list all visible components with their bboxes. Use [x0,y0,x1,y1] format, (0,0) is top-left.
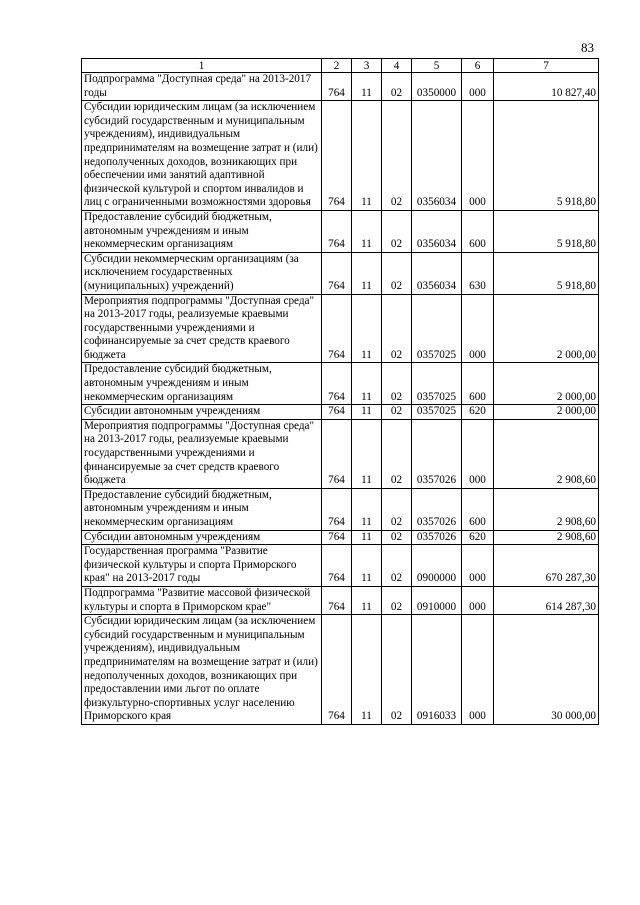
row-col4: 02 [382,545,412,587]
row-col2: 764 [322,101,352,211]
table-row [82,419,599,488]
row-amount: 5 918,80 [494,210,599,252]
row-amount: 2 000,00 [494,405,599,420]
row-col2: 764 [322,545,352,587]
row-col4: 02 [382,101,412,211]
row-col3: 11 [352,615,382,725]
row-col4: 02 [382,405,412,420]
row-col6: 000 [462,294,494,363]
column-header-4: 4 [382,59,412,73]
row-col3: 11 [352,488,382,530]
row-col5: 0357026 [412,488,462,530]
row-col2: 764 [322,419,352,488]
column-header-2: 2 [322,59,352,73]
row-col4: 02 [382,210,412,252]
row-col6: 000 [462,615,494,725]
row-col3: 11 [352,294,382,363]
table-row [82,101,599,211]
row-col2: 764 [322,405,352,420]
row-col3: 11 [352,210,382,252]
row-col6: 000 [462,73,494,101]
table-row [82,530,599,545]
column-header-5: 5 [412,59,462,73]
row-col4: 02 [382,488,412,530]
row-col2: 764 [322,586,352,614]
row-name: Мероприятия подпрограммы "Доступная среда" на 2013-2017 годы, реализуемые краевыми государственными учреждениями и софинансируемые за счет средств краевого бюджета [82,294,322,363]
row-name: Подпрограмма "Доступная среда" на 2013-2017 годы [82,73,322,101]
row-name: Субсидии автономным учреждениям [82,405,322,420]
row-col3: 11 [352,363,382,405]
row-col4: 02 [382,419,412,488]
row-col6: 600 [462,363,494,405]
row-col2: 764 [322,530,352,545]
row-col2: 764 [322,363,352,405]
row-col6: 600 [462,488,494,530]
row-col5: 0356034 [412,101,462,211]
row-col4: 02 [382,252,412,294]
row-col4: 02 [382,363,412,405]
row-col5: 0356034 [412,252,462,294]
table-row [82,586,599,614]
table-row [82,405,599,420]
row-amount: 5 918,80 [494,101,599,211]
row-col3: 11 [352,545,382,587]
table-row [82,615,599,725]
row-amount: 670 287,30 [494,545,599,587]
row-col5: 0357025 [412,405,462,420]
column-header-6: 6 [462,59,494,73]
row-col6: 000 [462,101,494,211]
row-col6: 620 [462,530,494,545]
column-header-3: 3 [352,59,382,73]
row-col3: 11 [352,405,382,420]
page-number: 83 [581,40,594,55]
row-col2: 764 [322,73,352,101]
row-amount: 614 287,30 [494,586,599,614]
row-amount: 10 827,40 [494,73,599,101]
row-amount: 2 000,00 [494,294,599,363]
row-col5: 0916033 [412,615,462,725]
row-col3: 11 [352,73,382,101]
row-amount: 5 918,80 [494,252,599,294]
row-col6: 000 [462,419,494,488]
column-header-1: 1 [82,59,322,73]
row-amount: 30 000,00 [494,615,599,725]
row-amount: 2 000,00 [494,363,599,405]
row-name: Мероприятия подпрограммы "Доступная среда" на 2013-2017 годы, реализуемые краевыми государственными учреждениями и финансируемые за счет средств краевого бюджета [82,419,322,488]
row-name: Предоставление субсидий бюджетным, автономным учреждениям и иным некоммерческим организациям [82,210,322,252]
row-col5: 0357026 [412,530,462,545]
table-row [82,252,599,294]
row-col2: 764 [322,252,352,294]
row-name: Субсидии юридическим лицам (за исключением субсидий государственным и муниципальным учреждениям), индивидуальным предпринимателям на возмещение затрат и (или) недополученных доходов, возникающих при обеспечении ими занятий адаптивной физической культурой и спортом инвалидов и лиц с ограниченными возможностями здоровья [82,101,322,211]
table-body [82,73,599,725]
table-row [82,488,599,530]
header-row [82,59,599,73]
row-col5: 0900000 [412,545,462,587]
row-name: Субсидии автономным учреждениям [82,530,322,545]
table-header [82,59,599,73]
row-col6: 630 [462,252,494,294]
row-col4: 02 [382,73,412,101]
row-name: Предоставление субсидий бюджетным, автономным учреждениям и иным некоммерческим организациям [82,488,322,530]
table-row [82,545,599,587]
row-col6: 000 [462,545,494,587]
row-col2: 764 [322,294,352,363]
row-col4: 02 [382,615,412,725]
row-col4: 02 [382,294,412,363]
budget-table [81,58,599,725]
column-header-7: 7 [494,59,599,73]
row-col4: 02 [382,586,412,614]
row-name: Субсидии некоммерческим организациям (за исключением государственных (муниципальных) учреждений) [82,252,322,294]
row-col3: 11 [352,419,382,488]
row-col6: 600 [462,210,494,252]
table-row [82,363,599,405]
row-col5: 0356034 [412,210,462,252]
row-col2: 764 [322,488,352,530]
row-col6: 620 [462,405,494,420]
row-amount: 2 908,60 [494,488,599,530]
row-col4: 02 [382,530,412,545]
row-col3: 11 [352,586,382,614]
row-col2: 764 [322,210,352,252]
row-col5: 0910000 [412,586,462,614]
row-col5: 0357025 [412,363,462,405]
row-col6: 000 [462,586,494,614]
row-col5: 0357026 [412,419,462,488]
row-amount: 2 908,60 [494,419,599,488]
row-amount: 2 908,60 [494,530,599,545]
row-name: Предоставление субсидий бюджетным, автономным учреждениям и иным некоммерческим организациям [82,363,322,405]
row-name: Субсидии юридическим лицам (за исключением субсидий государственным и муниципальным учреждениям), индивидуальным предпринимателям на возмещение затрат и (или) недополученных доходов, возникающих при предоставлении ими льгот по оплате физкультурно-спортивных услуг населению Приморского края [82,615,322,725]
row-name: Государственная программа "Развитие физической культуры и спорта Приморского края" на 2013-2017 годы [82,545,322,587]
row-col5: 0350000 [412,73,462,101]
table-row [82,294,599,363]
row-col5: 0357025 [412,294,462,363]
table-row [82,210,599,252]
row-name: Подпрограмма "Развитие массовой физической культуры и спорта в Приморском крае" [82,586,322,614]
row-col3: 11 [352,101,382,211]
table-row [82,73,599,101]
row-col2: 764 [322,615,352,725]
row-col3: 11 [352,530,382,545]
row-col3: 11 [352,252,382,294]
